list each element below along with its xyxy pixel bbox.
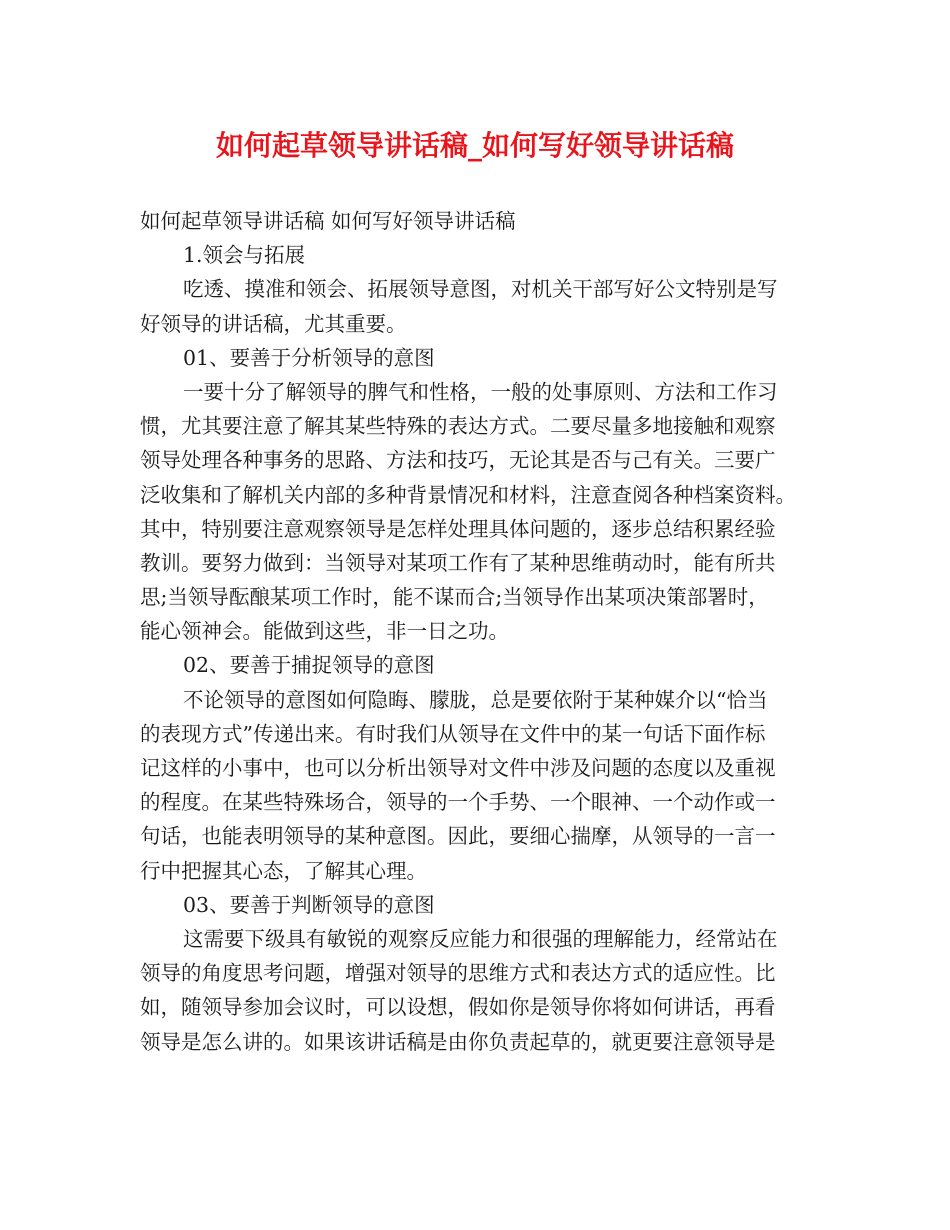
document-body [140,204,820,1059]
text-line: 泛收集和了解机关内部的多种背景情况和材料，注意查阅各种档案资料。 [140,482,796,507]
text-line: 领导处理各种事务的思路、方法和技巧，无论其是否与己有关。三要广 [140,448,776,473]
text-line: 其中，特别要注意观察领导是怎样处理具体问题的，逐步总结积累经验 [140,516,776,541]
text-line: 吃透、摸准和领会、拓展领导意图，对机关干部写好公文特别是写 [183,277,778,302]
text-line: 行中把握其心态，了解其心理。 [140,858,427,883]
text-line: 领导的角度思考问题，增强对领导的思维方式和表达方式的适应性。比 [140,961,776,986]
text-line: 01、要善于分析领导的意图 [183,345,435,370]
text-line: 句话，也能表明领导的某种意图。因此，要细心揣摩，从领导的一言一 [140,824,776,849]
text-line: 能心领神会。能做到这些，非一日之功。 [140,619,509,644]
text-line: 这需要下级具有敏锐的观察反应能力和很强的理解能力，经常站在 [183,926,778,951]
text-line: 教训。要努力做到：当领导对某项工作有了某种思维萌动时，能有所共 [140,550,776,575]
text-line: 的表现方式”传递出来。有时我们从领导在文件中的某一句话下面作标 [140,721,766,746]
text-line: 如，随领导参加会议时，可以设想，假如你是领导你将如何讲话，再看 [140,995,776,1020]
text-line: 的程度。在某些特殊场合，领导的一个手势、一个眼神、一个动作或一 [140,790,776,815]
text-line: 03、要善于判断领导的意图 [183,892,435,917]
text-line: 思;当领导酝酿某项工作时，能不谋而合;当领导作出某项决策部署时， [140,585,769,610]
text-line: 02、要善于捕捉领导的意图 [183,653,435,678]
text-line: 一要十分了解领导的脾气和性格，一般的处事原则、方法和工作习 [183,379,778,404]
text-line: 如何起草领导讲话稿 如何写好领导讲话稿 [140,209,516,233]
text-line: 领导是怎么讲的。如果该讲话稿是由你负责起草的，就更要注意领导是 [140,1029,776,1054]
text-line: 惯，尤其要注意了解其某些特殊的表达方式。二要尽量多地接触和观察 [140,414,776,439]
text-line: 1.领会与拓展 [183,243,306,268]
text-line: 记这样的小事中，也可以分析出领导对文件中涉及问题的态度以及重视 [140,756,776,780]
document-title: 如何起草领导讲话稿_如何写好领导讲话稿 [215,129,734,162]
text-line: 不论领导的意图如何隐晦、朦胧，总是要依附于某种媒介以“恰当 [183,687,768,712]
text-line: 好领导的讲话稿，尤其重要。 [140,311,407,336]
